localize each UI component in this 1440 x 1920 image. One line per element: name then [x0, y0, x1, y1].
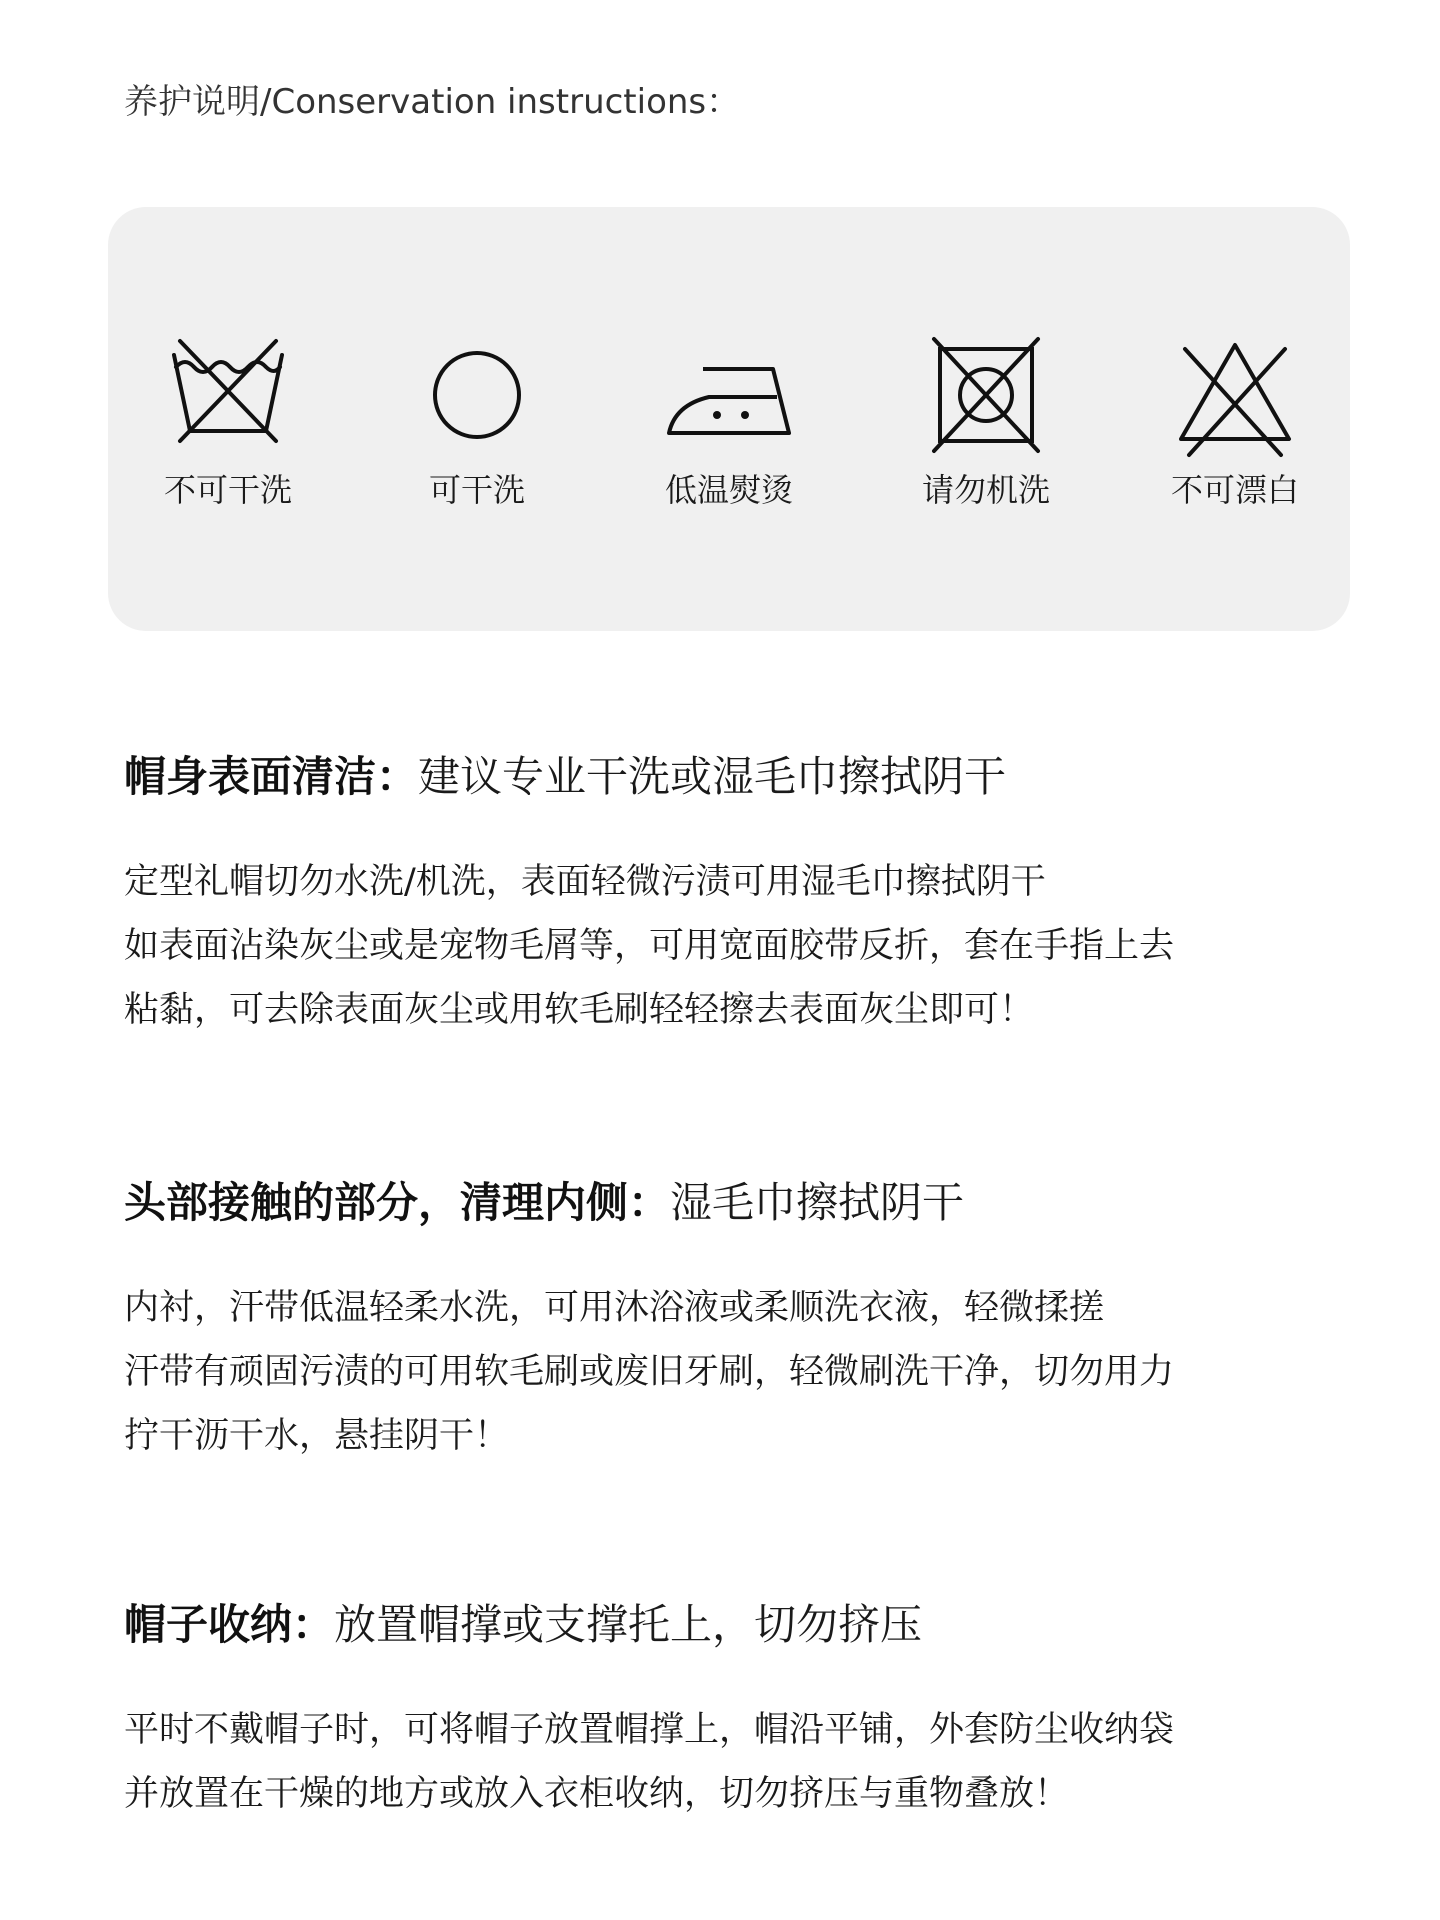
- section-surface-cleaning: [124, 750, 1324, 1042]
- section-body: [124, 1276, 1324, 1468]
- body-line: 内衬，汗带低温轻柔水洗，可用沐浴液或柔顺洗衣液，轻微揉搓: [124, 1288, 1105, 1328]
- care-item-do-not-wash: [108, 207, 348, 631]
- body-line: 并放置在干燥的地方或放入衣柜收纳，切勿挤压与重物叠放！: [124, 1774, 1070, 1814]
- section-heading: [124, 1176, 1324, 1230]
- care-item-dry-clean: [357, 207, 597, 631]
- section-heading-bold: 头部接触的部分，清理内侧：: [124, 1178, 671, 1227]
- care-item-iron-low: [609, 207, 849, 631]
- section-heading-rest: 湿毛巾擦拭阴干: [670, 1178, 965, 1227]
- iron-low-icon: [669, 335, 789, 455]
- body-line: 平时不戴帽子时，可将帽子放置帽撑上，帽沿平铺，外套防尘收纳袋: [124, 1710, 1175, 1750]
- section-heading: [124, 750, 1324, 804]
- care-label: 可干洗: [428, 471, 525, 509]
- dry-clean-icon: [417, 335, 537, 455]
- care-label: 不可干洗: [163, 471, 292, 509]
- care-item-do-not-bleach: [1115, 207, 1355, 631]
- care-label: 低温熨烫: [664, 471, 793, 509]
- section-heading-bold: 帽身表面清洁：: [124, 752, 419, 801]
- do-not-tumble-dry-icon: [926, 335, 1046, 455]
- care-item-do-not-tumble-dry: [866, 207, 1106, 631]
- section-heading: [124, 1598, 1324, 1652]
- body-line: 拧干沥干水，悬挂阴干！: [124, 1416, 510, 1456]
- care-label: 请勿机洗: [921, 471, 1050, 509]
- section-body: [124, 1698, 1324, 1826]
- section-hat-storage: [124, 1598, 1324, 1826]
- section-body: [124, 850, 1324, 1042]
- care-label: 不可漂白: [1170, 471, 1299, 509]
- body-line: 粘黏，可去除表面灰尘或用软毛刷轻轻擦去表面灰尘即可！: [124, 990, 1035, 1030]
- do-not-wash-icon: [168, 335, 288, 455]
- body-line: 如表面沾染灰尘或是宠物毛屑等，可用宽面胶带反折，套在手指上去: [124, 926, 1175, 966]
- do-not-bleach-icon: [1175, 335, 1295, 455]
- section-inner-cleaning: [124, 1176, 1324, 1468]
- section-heading-rest: 建议专业干洗或湿毛巾擦拭阴干: [418, 752, 1007, 801]
- page-title: 养护说明/Conservation instructions：: [124, 82, 741, 122]
- body-line: 定型礼帽切勿水洗/机洗，表面轻微污渍可用湿毛巾擦拭阴干: [124, 862, 1046, 902]
- care-symbols-panel: [108, 207, 1350, 631]
- section-heading-bold: 帽子收纳：: [124, 1600, 335, 1649]
- body-line: 汗带有顽固污渍的可用软毛刷或废旧牙刷，轻微刷洗干净，切勿用力: [124, 1352, 1175, 1392]
- section-heading-rest: 放置帽撑或支撑托上，切勿挤压: [334, 1600, 923, 1649]
